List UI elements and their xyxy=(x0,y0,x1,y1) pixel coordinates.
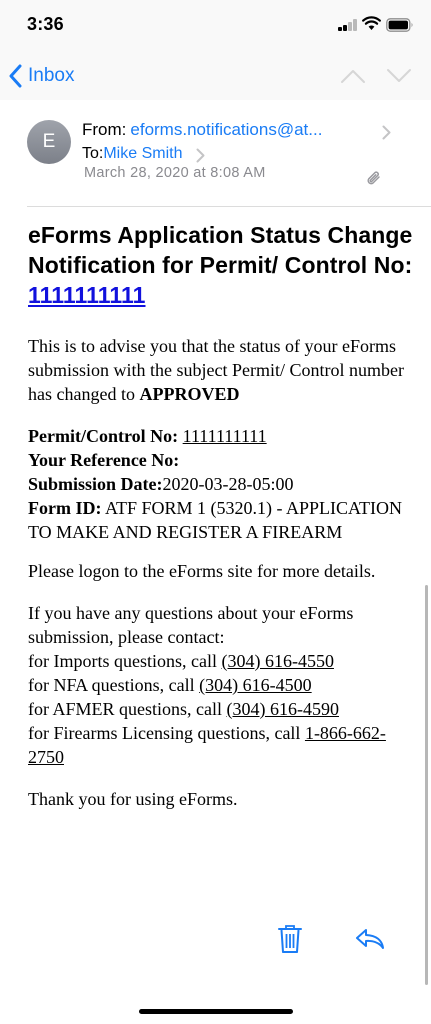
contact-text: for Imports questions, call xyxy=(28,651,222,671)
status-bar xyxy=(0,0,431,52)
sender-avatar[interactable]: E xyxy=(27,120,71,164)
form-row xyxy=(28,496,413,544)
cellular-signal-icon xyxy=(338,19,356,31)
intro-text: This is to advise you that the status of your eForms submission with the subject Permit/ Control number has changed to xyxy=(28,336,404,404)
from-line[interactable] xyxy=(82,120,402,140)
recipient-name[interactable]: Mike Smith xyxy=(103,145,183,162)
contact-row-afmer xyxy=(28,697,413,721)
title-text: eForms Application Status Change Notification for Permit/ Control No: xyxy=(28,222,413,278)
trash-icon[interactable] xyxy=(278,924,302,954)
contact-row-licensing xyxy=(28,721,413,769)
details-block xyxy=(28,424,413,544)
status-time: 3:36 xyxy=(27,14,64,34)
phone-link-imports[interactable]: (304) 616-4550 xyxy=(221,651,334,671)
title-permit-link[interactable]: 1111111111 xyxy=(28,282,146,308)
from-label: From: xyxy=(82,120,127,139)
contact-text: for Firearms Licensing questions, call xyxy=(28,723,305,743)
permit-value[interactable]: 1111111111 xyxy=(182,426,267,446)
scrollbar[interactable] xyxy=(425,585,428,985)
reference-row xyxy=(28,448,413,472)
contact-text: for NFA questions, call xyxy=(28,675,200,695)
reference-label: Your Reference No: xyxy=(28,450,180,470)
intro-paragraph xyxy=(28,334,413,406)
submission-label: Submission Date: xyxy=(28,474,163,494)
reply-icon[interactable] xyxy=(355,927,385,951)
chevron-up-icon[interactable] xyxy=(340,68,366,84)
sender-email[interactable]: eforms.notifications@at... xyxy=(130,120,323,139)
message-header xyxy=(0,100,431,208)
message-date: March 28, 2020 at 8:08 AM xyxy=(84,165,266,181)
to-line[interactable] xyxy=(82,145,182,163)
header-divider xyxy=(27,206,431,207)
submission-value: 2020-03-28-05:00 xyxy=(162,474,294,494)
home-indicator[interactable] xyxy=(139,1009,293,1014)
form-label: Form ID: xyxy=(28,498,102,518)
contact-row-nfa xyxy=(28,673,413,697)
message-body xyxy=(28,220,413,811)
chevron-left-icon xyxy=(8,64,22,88)
phone-link-nfa[interactable]: (304) 616-4500 xyxy=(199,675,312,695)
contacts-paragraph xyxy=(28,601,413,769)
phone-link-afmer[interactable]: (304) 616-4590 xyxy=(226,699,339,719)
status-value: APPROVED xyxy=(139,384,240,404)
permit-row xyxy=(28,424,413,448)
permit-label: Permit/Control No: xyxy=(28,426,179,446)
paperclip-icon[interactable] xyxy=(366,170,382,188)
chevron-right-icon[interactable] xyxy=(196,148,205,163)
back-label: Inbox xyxy=(28,65,75,86)
back-to-inbox-button[interactable] xyxy=(8,63,74,89)
chevron-right-icon[interactable] xyxy=(382,125,391,140)
closing-paragraph: Thank you for using eForms. xyxy=(28,789,238,809)
phone-link-licensing[interactable]: 1-866-662-2750 xyxy=(28,723,386,767)
battery-icon xyxy=(386,18,414,32)
logon-paragraph: Please logon to the eForms site for more details. xyxy=(28,561,376,581)
form-value: ATF FORM 1 (5320.1) - APPLICATION TO MAKE AND REGISTER A FIREARM xyxy=(28,498,403,542)
email-title xyxy=(28,220,413,310)
nav-bar xyxy=(0,52,431,100)
chevron-down-icon[interactable] xyxy=(386,68,412,84)
submission-row xyxy=(28,472,413,496)
wifi-icon xyxy=(362,16,381,31)
to-label: To: xyxy=(82,145,104,162)
contact-row-imports xyxy=(28,649,413,673)
contact-text: for AFMER questions, call xyxy=(28,699,227,719)
questions-intro: If you have any questions about your eForms submission, please contact: xyxy=(28,603,354,647)
